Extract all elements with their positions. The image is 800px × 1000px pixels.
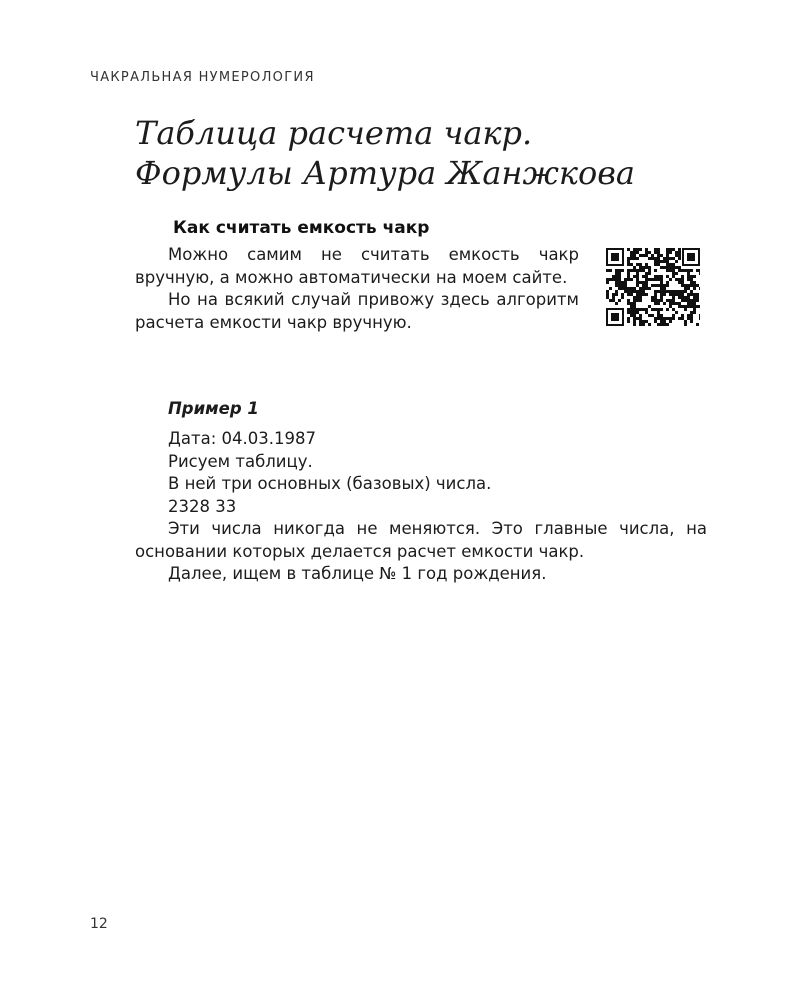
draw-table-line: Рисуем таблицу. — [168, 451, 313, 471]
base-numbers-line: 2328 33 — [168, 496, 237, 516]
intro-paragraph-1: Можно самим не считать емкость чакр вручную, а можно автоматически на моем сайте. — [135, 245, 579, 287]
chapter-title-line-1: Таблица расчета чакр. — [135, 114, 533, 152]
section-title: Как считать емкость чакр — [173, 218, 430, 238]
chapter-title — [135, 113, 695, 193]
three-numbers-line: В ней три основных (базовых) числа. — [168, 474, 492, 493]
page-number: 12 — [90, 916, 108, 932]
qr-finder-bottom-left — [606, 308, 624, 326]
intro-text — [135, 244, 579, 334]
qr-finder-top-left — [606, 248, 624, 266]
running-head: ЧАКРАЛЬНАЯ НУМЕРОЛОГИЯ — [90, 70, 315, 85]
next-step-paragraph: Далее, ищем в таблице № 1 год рождения. — [168, 564, 547, 583]
date-line: Дата: 04.03.1987 — [168, 429, 317, 448]
qr-finder-top-right — [682, 248, 700, 266]
example-label: Пример 1 — [168, 399, 259, 418]
chapter-title-line-2: Формулы Артура Жанжкова — [135, 154, 635, 192]
intro-paragraph-2: Но на всякий случай привожу здесь алгоритм расчета емкости чакр вручную. — [135, 290, 579, 332]
never-change-paragraph: Эти числа никогда не меняются. Это главные числа, на основании которых делается расчет емкости чакр. — [135, 519, 707, 561]
qr-code-image — [606, 248, 700, 326]
example-body — [135, 428, 707, 586]
